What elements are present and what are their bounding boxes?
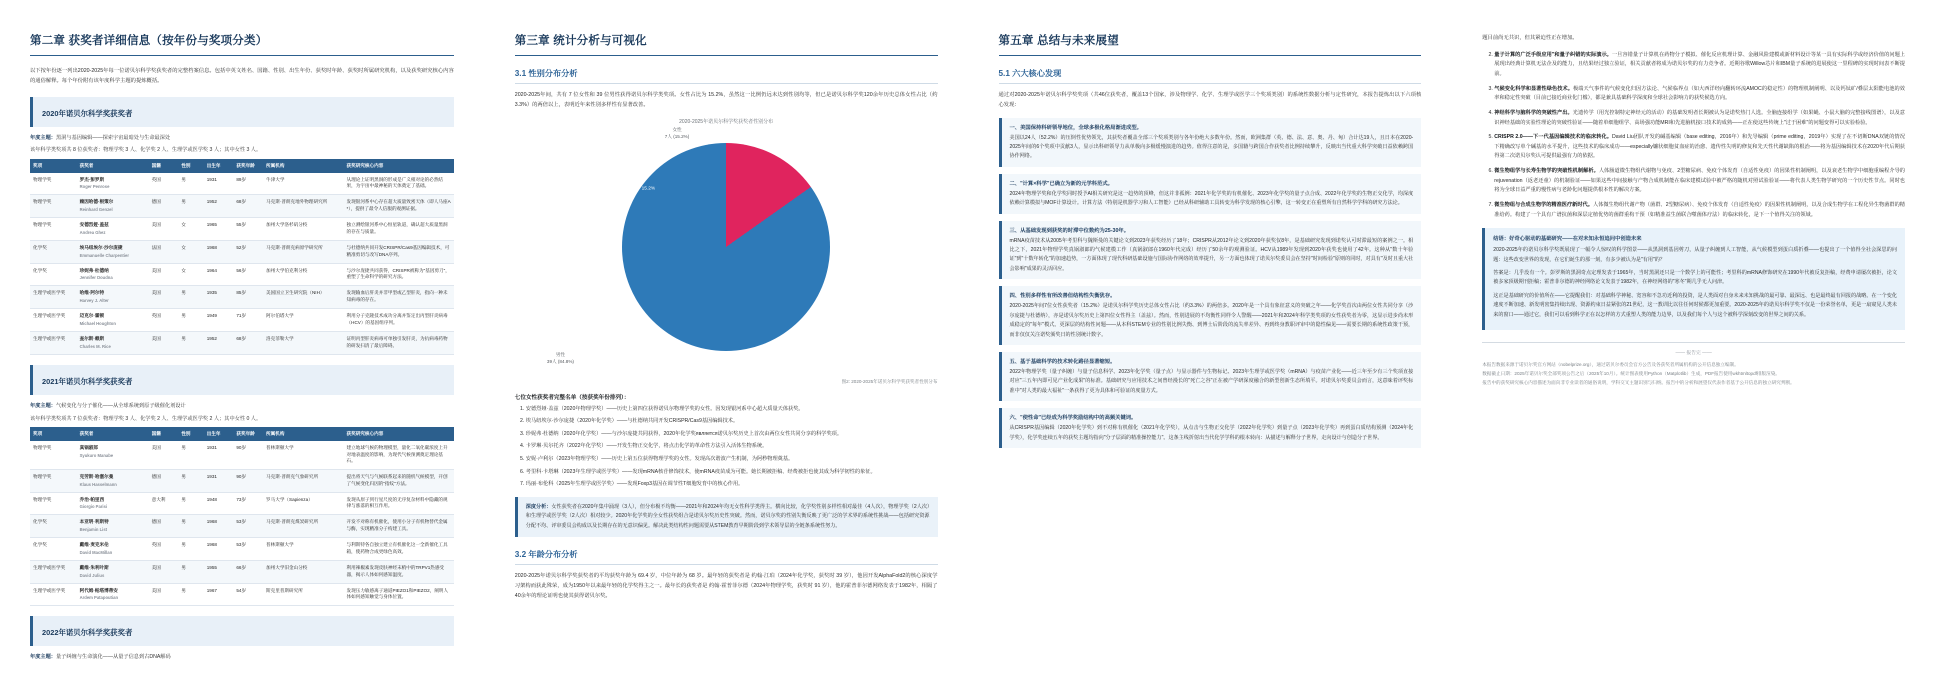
future-direction-text: 极端天气事件的气候变化归因方法论、气候临界点（如大西洋经向翻转环流AMOC的稳定性）的物理机制阐明、以及钙钛矿/叠层太阳能电池的效率和稳定性突破（目前已接近商业化门槛），都是兼具基础科学深度和全球社会影响力的获奖候选方向。 (1494, 85, 1905, 102)
gender-cell: 男 (178, 515, 203, 538)
gender-cell: 男 (178, 441, 203, 469)
future-direction-item (1494, 85, 1905, 104)
institution-cell: 普林斯顿大学 (263, 441, 344, 469)
summary-line-2021: 该年科学类奖项共 7 位获奖者：物理学奖 3 人、化学奖 2 人、生理学或医学奖 2 人；其中女性 0 人。 (30, 415, 262, 422)
conclusion-paragraph-1: 2020-2025年的诺贝尔科学奖既展现了一幅令人惊叹的科学图景——从黑洞到基因剪刀，从量子纠缠到人工智能，从气候模型到蛋白质折叠——也提出了一个值得全社会深思的问题：这些改变世界的发现，在它们诞生的那一刻，有多少被认为是"有用"的？ (1493, 247, 1897, 263)
age-analysis-paragraph: 2020-2025年诺贝尔科学奖获奖者的平均获奖年龄为 69.4 岁，中位年龄为 68 岁。最年轻的获奖者是 约翰·江珀（2024年化学奖，获奖时 39 岁），他因开发AlphaFold2的核心深度学习架构而获此殊荣，成为1950年以来最年轻的化学奖得主之一。最年长的获奖者是 约翰·霍普菲尔德（2024年物理学奖，获奖时 91 岁），他的霍普菲尔德网络发表于1982年，相隔了40余年的理论证明也使其获得诺贝尔奖。 (514, 573, 938, 599)
pie-outside-label-male (547, 352, 574, 366)
pie-slices (622, 143, 830, 351)
birthyear-cell: 1935 (204, 286, 234, 309)
finding-block (999, 352, 1422, 401)
future-direction-title: 微生物组学与长寿生物学的突破性机制解析。 (1494, 168, 1599, 175)
institution-cell: 加州大学旧金山分校 (263, 560, 344, 583)
finding-text: 2022年物理学奖（量子纠缠）与量子信息科学、2023年化学奖（量子点）与显示器件与生物标记、2023年生理学或医学奖（mRNA）与疫苗产业化——近三年至少有三个奖项直接对应"三五年内即可见产业化成果"的标准。基础研究与应用技术之间曾经漫长的"死亡之谷"正在被产学研深度融合的新型创新生态所填平。对诺贝尔奖委员会而言，这意味着评奖标准中"对人类的最大福祉"一条获得了更为具体和可验证的度量方式。 (1009, 369, 1414, 394)
gender-cell: 女 (178, 263, 203, 286)
year-band-label: 2020年诺贝尔科学奖获奖者 (42, 108, 133, 118)
research-cell: 建立地球气候的物理模型，量化二氧化碳浓度上升对地表温度的影响，为现代气候预测奠定理论基石。 (344, 441, 454, 469)
pie-label-male-pct: 84.8% (582, 301, 596, 307)
section-title-5-1: 5.1 六大核心发现 (998, 68, 1062, 78)
table-body-2021 (30, 441, 454, 606)
research-cell: 证明丙型肝炎病毒可单独引发肝炎，为抗病毒药物的研发扫清了最后障碍。 (344, 331, 454, 354)
footer-divider (1482, 342, 1905, 343)
age-cell: 90岁 (233, 469, 263, 492)
col-prize: 奖项 (30, 159, 77, 173)
prize-cell: 生理学或医学奖 (30, 583, 77, 606)
winner-name-en: Roger Penrose (79, 184, 110, 190)
table-row (30, 538, 454, 561)
birthyear-cell: 1931 (204, 469, 234, 492)
future-direction-title: 神经科学与脑科学的突破性产出。 (1494, 109, 1573, 116)
future-direction-text: 一旦容错量子计算机在药物分子模拟、催化反应机理计算、金融风险建模或新材料设计等某一具有实际科学或经济价值的问题上展现出经典计算机无法企及的能力，且结果经过独立验证，相关贡献者将成为诺贝尔奖的有力竞争者。近期谷歌Willow芯片和IBM量子系统的进展使这一里程碑的实现时间表不断提前。 (1494, 51, 1905, 78)
table-row (30, 263, 454, 286)
conclusion-paragraph-3: 这正是基础研究的价值所在——它提醒我们：对基础科学神秘、宽容和不急功近利的投资，是人类面对自身未来未知挑战的最可靠、最深远、也是最终最有回报的战略。在一个变化速度不断加速、新发明密集持续出现、资源约束日益紧张的21世纪，这一教训比以往任何时候都更加重要。2020-2025年的诺贝尔科学奖不仅是一份荣誉名单，更是一扇窥见人类未来的窗口——通过它，我们可以看到科学正在以怎样的方式重塑人类的能力边界，以及我们每个人与这个被科学深刻改变的世界之间的关系。 (1493, 292, 1897, 318)
col-institution: 所属机构 (263, 427, 344, 441)
table-header-row (30, 159, 454, 173)
footer-notes (1482, 361, 1905, 387)
winner-name-en: Giorgio Parisi (79, 504, 108, 510)
nationality-cell: 德国 (149, 195, 179, 218)
age-cell: 52岁 (233, 240, 263, 263)
pie-label-female-pct: 15.2% (641, 186, 656, 192)
col-institution: 所属机构 (263, 159, 344, 173)
table-header-row (30, 427, 454, 441)
prize-cell: 物理学奖 (30, 441, 77, 469)
research-cell: 开发不对称有机催化，使用小分子有机物替代金属与酶，实现精准分子构建工具。 (344, 515, 454, 538)
year-band-label: 2021年诺贝尔科学奖获奖者 (42, 376, 133, 386)
nationality-cell: 美国 (149, 560, 179, 583)
future-direction-title: 量子计算的广泛手级应用"和量子纠错的实际演示。 (1494, 51, 1612, 58)
col-research: 获奖研究核心内容 (344, 159, 454, 173)
future-direction-item (1494, 109, 1905, 128)
future-direction-item (1494, 167, 1905, 196)
table-header (30, 159, 454, 173)
future-direction-title: 气候变化科学和显著性绿色技术。 (1494, 85, 1573, 92)
theme-label: 年度主题： (30, 134, 56, 141)
age-cell: 68岁 (233, 331, 263, 354)
finding-block (999, 118, 1422, 167)
theme-text: 气候变化与分子催化——从全球系统到原子级催化剂设计 (55, 402, 186, 409)
age-cell: 71岁 (233, 309, 263, 332)
chapter-intro-paragraph: 以下按年份逐一列出2020-2025年每一位诺贝尔科学奖获奖者的完整档案信息。包括中英文姓名、国籍、性别、出生年份、获奖时年龄、获奖时所属研究机构，以及获奖研究核心内容的通俗解释。每个年份附有该年度科学主题的提炼概括。 (30, 67, 454, 84)
col-birthyear: 出生年 (204, 159, 234, 173)
chart-plot-area (515, 127, 938, 377)
list-item: 3. 珍妮弗·杜德纳（2020年化学奖）——与沙尔庞捷共同获得，2020年化学奖является诺贝尔奖历史上首次由两位女性共同分享的科学奖项。 (526, 430, 938, 440)
winner-cell: 罗杰·彭罗斯 Roger Penrose (77, 173, 149, 195)
col-birthyear: 出生年 (204, 427, 234, 441)
research-cell: 从理论上证明黑洞的形成是广义相对论的必然结果，为宇宙中最神秘的天体奠定了基础。 (344, 173, 454, 195)
chart-title: 2020-2025年诺贝尔科学奖获奖者性别分布 (679, 118, 774, 125)
future-directions-list (1482, 51, 1905, 220)
nationality-cell: 意大利 (149, 492, 179, 515)
birthyear-cell: 1955 (204, 560, 234, 583)
institution-cell: 阿尔伯塔大学 (263, 309, 344, 332)
winner-cell: 真锅淑郎 Syukuro Manabe (77, 441, 149, 469)
future-directions-continued (1482, 34, 1905, 220)
nationality-cell: 德国 (149, 469, 179, 492)
prize-cell: 物理学奖 (30, 173, 77, 195)
institution-cell: 斯克里普斯研究所 (263, 583, 344, 606)
section-divider (515, 564, 938, 565)
winner-cell: 本亚明·利斯特 Benjamin List (77, 515, 149, 538)
future-direction-text: 光遗传学（用光控制特定神经元的活动）的基础发明者长期被认为是诺奖热门人选。全脑连接组学（如果蝇、小鼠大脑的完整接线图谱），以及意识神经基础的实验性理论的突破性验证——随着单细胞组学、高场强功能MRI和先进脑机接口技术的成熟——正在使这些传统上"过于困难"的问题变得可以实验检验。 (1494, 109, 1905, 126)
continued-paragraph: 题目前尚无共识，但其紧迫性正在增加。 (1482, 35, 1578, 41)
birthyear-cell: 1948 (204, 492, 234, 515)
finding-title: 三、从基础发现到获奖的时滞中位数约为25-30年。 (1009, 227, 1129, 234)
future-direction-title: CRISPR 2.0——下一代基因编辑技术的临床转化。 (1494, 134, 1613, 141)
prize-cell: 物理学奖 (30, 195, 77, 218)
age-cell: 73岁 (233, 492, 263, 515)
institution-cell: 洛克菲勒大学 (263, 331, 344, 354)
winner-cell: 哈维·阿尔特 Harvey J. Alter (77, 286, 149, 309)
winner-name-en: Jennifer Doudna (79, 275, 113, 281)
table-row (30, 560, 454, 583)
col-research: 获奖研究核心内容 (344, 427, 454, 441)
birthyear-cell: 1968 (204, 538, 234, 561)
page-title: 第二章 获奖者详细信息（按年份与奖项分类） (30, 35, 268, 47)
winner-cell: 珍妮弗·杜德纳 Jennifer Doudna (77, 263, 149, 286)
col-winner: 获奖者 (77, 159, 149, 173)
finding-title: 四、性别多样性有所改善但结构性失衡犹存。 (1009, 293, 1116, 300)
theme-text: 黑洞与基因编辑——探索宇宙最暗处与生命最深处 (55, 134, 171, 141)
institution-cell: 加州大学洛杉矶分校 (263, 218, 344, 241)
table-row (30, 309, 454, 332)
women-winners-list (515, 405, 938, 490)
prize-cell: 生理学或医学奖 (30, 286, 77, 309)
table-row (30, 218, 454, 241)
figure-caption: 图2: 2020-2025年诺贝尔科学奖获奖者性别分布 (841, 378, 938, 384)
age-cell: 85岁 (233, 286, 263, 309)
callout-body (526, 503, 930, 531)
winner-name-en: Syukuro Manabe (79, 452, 114, 458)
prize-cell: 生理学或医学奖 (30, 309, 77, 332)
callout-text: 女性获奖者在2020年集中涌现（3人），但分布极不均衡——2021年和2024年均无女性科学类得主。横向比较，化学奖性别多样性相对最佳（4人次），物理学奖（2人次）和生理学或医学奖（2人次）相对较少。2020年化学奖的全女性获奖组合是诺贝尔奖历史性突破。然而，诺贝尔奖的性别失衡反映了更广泛的学术界的系统性挑战——包括研究资源分配不均、评审委员会构成以及长期存在的无意识偏见。解决此类结构性问题需要从STEM教育早期阶段到学术领导层的全链条系统性努力。 (525, 503, 930, 529)
research-cell: 提出将天气与气候联系起来的随机气候模型，开创了气候变化归因的"指纹"方法。 (344, 469, 454, 492)
report-end-label: —— 报告完 —— (1675, 351, 1712, 357)
theme-label: 年度主题： (30, 654, 56, 661)
winner-name-en: Benjamin List (79, 527, 108, 533)
winner-name-en: Charles M. Rice (79, 343, 111, 349)
list-item: 4. 卡罗琳·贝尔托齐（2022年化学奖）——开发生物正交化学，将点击化学的革命性方法引入活体生物系统。 (526, 442, 938, 452)
gender-analysis-paragraph: 2020-2025年间，共有 7 位女性和 39 位男性获得诺贝尔科学类奖项。女性占比为 15.2%，虽然这一比例仍远未达到性别均等，但已是诺贝尔科学奖120余年历史总体女性占比（约3.3%）的两倍以上，表明近年来性别多样性有显著改善。 (514, 91, 938, 108)
future-direction-title: 微生物组与合成生物学的精准医疗新时代。 (1494, 201, 1593, 208)
year-band-2020 (30, 97, 454, 127)
year-band-2021 (30, 365, 454, 395)
page-chapter-5-continued (1451, 0, 1935, 697)
gender-cell: 女 (178, 218, 203, 241)
pie-outside-label-female-value: 7人 (15.2%) (664, 133, 690, 139)
age-cell: 66岁 (233, 560, 263, 583)
col-prize: 奖项 (30, 427, 77, 441)
footer-note: 本报告数据来源于诺贝尔奖官方网站（nobelprize.org），通过诺贝尔委员会官方公告及各获奖者所属机构的公开信息独立编制。 (1482, 362, 1739, 368)
table-row (30, 173, 454, 195)
table-row (30, 469, 454, 492)
theme-text: 量子纠缠与生命演化——从量子信息到古DNA解码 (55, 654, 171, 661)
list-item: 6. 考里科·卡塔琳（2023年生理学或医学奖）——发现mRNA核苷修饰技术，使mRNA疫苗成为可能。她长期被拒稿、经费被拒也使其成为科学韧性的象征。 (526, 468, 938, 478)
core-findings-list (999, 118, 1422, 449)
col-age: 获奖年龄 (233, 427, 263, 441)
table-row (30, 492, 454, 515)
footer-note: 数据截止日期：2025年诺贝尔奖全部奖项公告之后（2025年10月）。统计图表使用Python（Matplotlib）生成，PDF报告使用wkhtmltopdf排版渲染。 (1482, 370, 1780, 376)
age-cell: 53岁 (233, 515, 263, 538)
list-item: 5. 安妮·卢利尔（2023年物理学奖）——历史上第五位获得物理学奖的女性。发现高次谐波产生机制，为阿秒物理奠基。 (526, 455, 938, 465)
gender-cell: 男 (178, 195, 203, 218)
prize-cell: 化学奖 (30, 263, 77, 286)
age-cell: 53岁 (233, 538, 263, 561)
birthyear-cell: 1964 (204, 263, 234, 286)
title-divider (30, 55, 454, 56)
year-band-label: 2022年诺贝尔科学奖获奖者 (42, 628, 133, 638)
theme-line-2021 (30, 402, 454, 411)
institution-cell: 马克斯·普朗克煤炭研究所 (263, 515, 344, 538)
birthyear-cell: 1967 (204, 583, 234, 606)
age-cell: 54岁 (233, 583, 263, 606)
finding-title: 五、基于基础科学的技术转化路径显著缩短。 (1009, 359, 1116, 366)
col-gender: 性别 (178, 427, 203, 441)
finding-block (999, 408, 1422, 448)
gender-cell: 男 (178, 583, 203, 606)
prize-cell: 物理学奖 (30, 469, 77, 492)
page-title: 第五章 总结与未来展望 (998, 35, 1119, 47)
table-row (30, 331, 454, 354)
future-direction-item (1494, 201, 1905, 220)
col-nationality: 国籍 (149, 159, 179, 173)
birthyear-cell: 1952 (204, 331, 234, 354)
finding-text: 从CRISPR基因编辑（2020年化学奖）到不对称有机催化（2021年化学奖），从点击与生物正交化学（2022年化学奖）到量子点（2023年化学奖）再到蛋白质结构预测（2024年化学奖），化学奖连续五年的获奖主题均指向"分子层面的精准操控能力"。这条主线折射出当代化学学科的根本转向：从描述与解释分子世界，走向设计与创造分子世界。 (1009, 425, 1414, 441)
nationality-cell: 德国 (149, 515, 179, 538)
list-item: 7. 玛丽·布伦科（2025年生理学或医学奖）——发现Foxp3基因在调节性T细胞发育中的核心作用。 (526, 480, 938, 490)
callout-tag: 深度分析： (525, 503, 552, 510)
nationality-cell: 美国 (149, 286, 179, 309)
gender-cell: 男 (178, 469, 203, 492)
section-title-3-1: 3.1 性别分布分析 (514, 68, 578, 78)
research-cell: 发现压力敏感离子通道PIEZO1和PIEZO2，阐明人体如何感知触觉与身体位置。 (344, 583, 454, 606)
theme-label: 年度主题： (30, 402, 56, 409)
gender-pie-chart (515, 118, 938, 385)
future-direction-text: 人体肠道微生物组代谢物与免疫、2型糖尿病、免疫个体发育（自适性免疫）的因果性机制阐明，以及衰老生物学中细胞重编程介导的 rejuvenation（返老还童）的机制验证——如果这些中间接触与产物合成机制能在临床建模试验中被严格的随机对照试验验证——将代表人类生物学研究的一个历史性节点。同时也将为全球日益严重的慢性病与老龄化问题提供根本性的解决方案。 (1494, 168, 1905, 194)
age-cell: 55岁 (233, 218, 263, 241)
birthyear-cell: 1949 (204, 309, 234, 332)
birthyear-cell: 1931 (204, 441, 234, 469)
year-band-2022 (30, 616, 454, 646)
section-divider (999, 83, 1422, 84)
research-cell: 独立测绘银河系中心恒星轨道，确认超大质量黑洞的存在与质量。 (344, 218, 454, 241)
finding-block (999, 286, 1422, 345)
winner-cell: 查尔斯·赖斯 Charles M. Rice (77, 331, 149, 354)
finding-block (999, 221, 1422, 280)
col-gender: 性别 (178, 159, 203, 173)
page-chapter-2 (0, 0, 484, 697)
prize-cell: 生理学或医学奖 (30, 331, 77, 354)
finding-text: 2024年物理学奖和化学奖同时授予AI相关研究是这一趋势的顶峰，但这并非孤例：2021年化学奖的有机催化、2023年化学奖的量子点合成、2022年化学奖的生物正交化学，均深度依赖计算模拟与MOF计算设计。计算方法（特别是机器学习和人工智能）已经从科研辅助工具转变为科学发现的核心引擎，这一转变正在重塑所有自然科学学科的研究方法论。 (1009, 190, 1414, 207)
nationality-cell: 法国 (149, 240, 179, 263)
finding-title: 二、"计算×科学"已确立为新的元学科范式。 (1009, 180, 1113, 187)
col-nationality: 国籍 (149, 427, 179, 441)
winners-table-2020 (30, 159, 454, 355)
pie-outside-label-female (665, 127, 690, 141)
future-direction-text: 人体微生物组代谢产物（菌群、2型糖尿病）、免疫个体发育（自适性免疫）的因果性机制阐明，以及合成生物学在工程化异生物菌群的精准给药。构建了一个具有广谱抗菌和深层定植优势的菌群重构干预（如精准益生菌联合噬菌体疗法）的临床转化，是下一个值得关注的领域。 (1494, 201, 1905, 218)
gender-cell: 男 (178, 492, 203, 515)
prize-cell: 化学奖 (30, 538, 77, 561)
institution-cell: 马克斯·普朗克病原学研究所 (263, 240, 344, 263)
table-row (30, 286, 454, 309)
winner-cell: 赖因哈德·根策尔 Reinhard Genzel (77, 195, 149, 218)
future-direction-text: David Liu团队开发的碱基编辑（base editing，2016年）和先导编辑（prime editing，2019年）实现了在不切断DNA双链的情况下精确改写单个碱基的水平提升，这些技术的临床成功——especially镰状细胞贫血症的治愈、遗传性失明的修复和先天性代谢缺陷的根治——将为基因编辑技术在2020年代后期获得第二次诺贝尔奖认可提供最强有力的依据。 (1494, 134, 1905, 160)
winners-table-2021 (30, 427, 454, 606)
winner-cell: 戴维·麦克米伦 David MacMillan (77, 538, 149, 561)
age-cell: 90岁 (233, 441, 263, 469)
institution-cell: 罗马大学（Sapienza） (263, 492, 344, 515)
winner-name-en: Emmanuelle Charpentier (79, 252, 129, 258)
gender-cell: 男 (178, 173, 203, 195)
winner-cell: 戴维·朱利叶斯 David Julius (77, 560, 149, 583)
institution-cell: 牛津大学 (263, 173, 344, 195)
future-direction-item (1494, 51, 1905, 80)
conclusion-callout (1482, 228, 1905, 330)
table-row (30, 441, 454, 469)
future-direction-item (1494, 133, 1905, 162)
institution-cell: 马克斯·普朗克气象研究所 (263, 469, 344, 492)
institution-cell: 普林斯顿大学 (263, 538, 344, 561)
nationality-cell: 美国 (149, 263, 179, 286)
col-age: 获奖年龄 (233, 159, 263, 173)
research-cell: 与沙尔庞捷共同获得，CRISPR被称为"基因剪刀"，重塑了生命科学的研究方法。 (344, 263, 454, 286)
col-winner: 获奖者 (77, 427, 149, 441)
nationality-cell: 英国 (149, 538, 179, 561)
finding-block (999, 174, 1422, 214)
pie-outside-label-male-value: 39人 (84.8%) (546, 359, 574, 365)
nationality-cell: 英国 (149, 309, 179, 332)
list-item: 1. 安德烈娅·盖兹（2020年物理学奖）——历史上第四位获得诺贝尔物理学奖的女性。因发现银河系中心超大质量天体获奖。 (526, 405, 938, 415)
birthyear-cell: 1931 (204, 173, 234, 195)
table-body-2020 (30, 173, 454, 355)
table-row (30, 195, 454, 218)
age-cell: 56岁 (233, 263, 263, 286)
list-item: 2. 埃马纽埃尔·沙尔庞捷（2020年化学奖）——与杜德纳共同开发CRISPR/Cas9基因编辑技术。 (526, 417, 938, 427)
finding-text: 2020-2025年间7位女性获奖者（15.2%）是诺贝尔科学奖历史总体女性占比（约3.3%）的两倍多。2020年是一个具有象征意义的突破之年——化学奖首次由两位女性共同分享（沙尔庞捷与杜德纳），亦是诺贝尔奖历史上第四位女性得主（盖兹）。然而，性别进展的不均衡性同样令人警醒——2021年和2024年科学类奖项的女性获奖者为零，这显示进步尚未形成稳定的"每年"模式。更深层的结构性问题——从本科STEM专业的性别比例失衡、到博士后阶段的流失率差异、再到终身教职评审中的隐性偏见——需要长期的系统性政策干预，而非仅仅关注诺奖颁奖日的性别统计数字。 (1009, 303, 1414, 338)
winner-name-en: David MacMillan (79, 549, 113, 555)
finding-text: mRNA疫苗技术从2005年考里科与魏斯曼的关键论文到2023年获奖经历了18年；CRISPR从2012年论文到2020年获奖仅8年，是基础研究发现到诺奖认可时滞最短的案例之一。相比之下，2021年物理学奖真锅淑郎的气候建模工作（真锅淑郎在1960年代完成）经历了50余年的观测验证。HCV从1989年发现到2020年获奖也使用了42年。这种从"数十年验证"到"十数年转化"的加速趋势，一方面体现了现代科研基础设施与国际协作网络的效率提升，另一方面也体现了诺贝尔奖委员会在坚持"时间检验"原则的同时，对具有"及时且重大社会影响"成果的灵活回应。 (1009, 237, 1414, 272)
winner-name-en: Klaus Hasselmann (79, 481, 117, 487)
conclusion-title: 结语：好奇心驱动的基础研究——在对未知永恒追问中创造未来 (1493, 236, 1642, 243)
page-chapter-3 (484, 0, 968, 697)
research-cell: 与杜德纳共同开发CRISPR/Cas9基因编辑技术，可精准剪切与改写DNA序列。 (344, 240, 454, 263)
conclusion-paragraph-2: 答案是：几乎没有一个。彭罗斯的黑洞奇点定理发表于1965年，当时黑洞还只是一个数学上的可能性；考里科的mRNA修饰研究在1990年代被反复拒稿，经费申请屡次被拒，论文被多家顶级期刊拒稿；霍普菲尔德的神经网络论文发表于1982年，在神经网络的"寒冬"期几乎无人问津。 (1493, 270, 1897, 286)
winner-name-en: Andrea Ghez (79, 229, 106, 235)
winner-cell: 克劳斯·哈塞尔曼 Klaus Hasselmann (77, 469, 149, 492)
research-cell: 利用分子克隆技术成功分离并鉴定出丙型肝炎病毒（HCV）的基因组序列。 (344, 309, 454, 332)
age-cell: 89岁 (233, 173, 263, 195)
prize-cell: 化学奖 (30, 240, 77, 263)
findings-intro-paragraph: 通过对2020-2025年诺贝尔科学奖奖项（共46位获奖者，覆盖13个国家，涉及物理学、化学、生理学或医学三个奖项类别）的系统性数据分析与定性研究，本报告提炼出以下六项核心发现： (998, 91, 1422, 108)
gender-cell: 男 (178, 286, 203, 309)
winner-cell: 乔治·帕里西 Giorgio Parisi (77, 492, 149, 515)
institution-cell: 加州大学伯克利分校 (263, 263, 344, 286)
finding-title: 一、美国保持科研领导地位，全球多极化格局渐进成型。 (1009, 124, 1142, 131)
table-row (30, 240, 454, 263)
gender-cell: 男 (178, 309, 203, 332)
page-title: 第三章 统计分析与可视化 (514, 35, 647, 47)
nationality-cell: 美国 (149, 218, 179, 241)
table-header (30, 427, 454, 441)
birthyear-cell: 1968 (204, 240, 234, 263)
nationality-cell: 美国 (149, 331, 179, 354)
section-divider (515, 83, 938, 84)
winner-name-en: Ardem Patapoutian (79, 595, 119, 601)
birthyear-cell: 1965 (204, 218, 234, 241)
nationality-cell: 美国 (149, 583, 179, 606)
winner-cell: 阿代姆·帕塔博蒂安 Ardem Patapoutian (77, 583, 149, 606)
finding-text: 美国以24人（52.2%）的压倒性优势领先，其获奖者覆盖全部三个奖项类别与各年份绝大多数年份。然而，欧洲集群（英、德、法、意、奥、丹、匈）合计达19人，且日本在2020-2025年间的6个奖项中贡献3人，显示出科研领导力从单极向多极缓慢演进的趋势。值得注意的是，多国籍与跨国合作获奖者比例持续攀升，反映出当代重大科学突破日益依赖跨国协作网络。 (1009, 134, 1414, 160)
winner-cell: 埃马纽埃尔·沙尔庞捷 Emmanuelle Charpentier (77, 240, 149, 263)
winner-cell: 安德烈娅·盖兹 Andrea Ghez (77, 218, 149, 241)
summary-line-2020: 该年科学类奖项共 8 位获奖者：物理学奖 3 人、化学奖 2 人、生理学或医学奖 3 人；其中女性 3 人。 (30, 147, 262, 154)
winner-name-en: David Julius (79, 572, 105, 578)
research-cell: 与利斯特各自独立建立有机催化这一全新催化工具箱，使药物合成更绿色高效。 (344, 538, 454, 561)
research-cell: 发现从原子到行星尺度的无序复杂材料中隐藏的规律与涨落的相互作用。 (344, 492, 454, 515)
research-cell: 发现输血后肝炎并非甲型或乙型肝炎，指向一种未知病毒的存在。 (344, 286, 454, 309)
gender-cell: 男 (178, 331, 203, 354)
winner-name-en: Michael Houghton (79, 320, 116, 326)
birthyear-cell: 1968 (204, 515, 234, 538)
prize-cell: 生理学或医学奖 (30, 560, 77, 583)
section-title-3-2: 3.2 年龄分布分析 (514, 550, 578, 560)
research-cell: 发现银河系中心存在超大质量致密天体（即人马座A*），提供了最令人信服的观测证据。 (344, 195, 454, 218)
theme-line-2022 (30, 653, 454, 662)
table-row (30, 583, 454, 606)
footer-note: 报告中的获奖研究核心内容描述为面向非专业读者的通俗说明，学科交叉主题识别与归纳。报告中的分析和展望仅代表作者基于公开信息的独立研究判断。 (1482, 379, 1795, 385)
page-chapter-5 (968, 0, 1452, 697)
women-list-heading: 七位女性获奖者完整名单（按获奖年份排列）： (514, 394, 630, 401)
winner-name-en: Harvey J. Alter (79, 298, 109, 304)
prize-cell: 化学奖 (30, 515, 77, 538)
pie-outside-label-male-name: 男性 (555, 352, 566, 358)
gender-cell: 女 (178, 240, 203, 263)
nationality-cell: 英国 (149, 173, 179, 195)
winner-name-en: Reinhard Genzel (79, 207, 113, 213)
institution-cell: 美国国立卫生研究院（NIH） (263, 286, 344, 309)
finding-title: 六、"使性命"已经成为科学奖励结构中的高频关键词。 (1009, 415, 1137, 422)
institution-cell: 马克斯·普朗克地外物理研究所 (263, 195, 344, 218)
gender-cell: 男 (178, 538, 203, 561)
title-divider (515, 55, 938, 56)
birthyear-cell: 1952 (204, 195, 234, 218)
prize-cell: 物理学奖 (30, 492, 77, 515)
theme-line-2020 (30, 134, 454, 143)
prize-cell: 物理学奖 (30, 218, 77, 241)
title-divider (999, 55, 1422, 56)
research-cell: 利用辣椒素发现皮肤神经末梢中的TRPV1热感受器，揭示人体如何感知温度。 (344, 560, 454, 583)
age-cell: 68岁 (233, 195, 263, 218)
gender-cell: 男 (178, 560, 203, 583)
pie-outside-label-female-name: 女性 (672, 126, 682, 132)
table-row (30, 515, 454, 538)
winner-cell: 迈克尔·霍顿 Michael Houghton (77, 309, 149, 332)
nationality-cell: 美国 (149, 441, 179, 469)
deep-analysis-callout (515, 497, 938, 537)
